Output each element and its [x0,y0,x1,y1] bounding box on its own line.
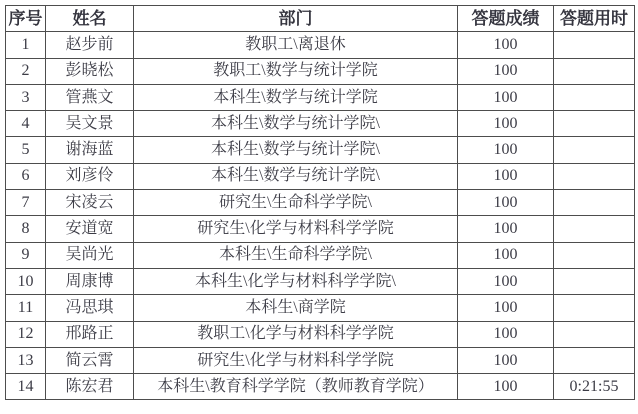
cell-score: 100 [458,295,554,321]
cell-department: 本科生\化学与材料科学学院\ [134,268,458,294]
cell-score: 100 [458,321,554,347]
cell-department: 本科生\数学与统计学院\ [134,137,458,163]
cell-name: 邢路正 [46,321,134,347]
table-row [6,295,635,321]
table-row [6,321,635,347]
cell-score: 100 [458,347,554,373]
cell-index: 5 [6,137,46,163]
cell-score: 100 [458,216,554,242]
cell-index: 6 [6,163,46,189]
table-row [6,268,635,294]
cell-score: 100 [458,58,554,84]
table-row [6,163,635,189]
cell-name: 吴尚光 [46,242,134,268]
cell-department: 本科生\商学院 [134,295,458,321]
col-header-dept: 部门 [134,6,458,32]
cell-name: 谢海蓝 [46,137,134,163]
cell-index: 14 [6,374,46,400]
col-header-name: 姓名 [46,6,134,32]
table-row [6,216,635,242]
cell-department: 本科生\教育科学学院（教师教育学院） [134,374,458,400]
cell-score: 100 [458,32,554,58]
cell-department: 教职工\离退休 [134,32,458,58]
cell-name: 管燕文 [46,84,134,110]
cell-time [554,137,635,163]
cell-score: 100 [458,163,554,189]
cell-score: 100 [458,268,554,294]
col-header-time: 答题用时 [554,6,635,32]
cell-score: 100 [458,242,554,268]
cell-index: 12 [6,321,46,347]
cell-department: 本科生\生命科学学院\ [134,242,458,268]
cell-name: 赵步前 [46,32,134,58]
cell-time [554,321,635,347]
cell-index: 1 [6,32,46,58]
cell-time [554,242,635,268]
cell-name: 刘彦伶 [46,163,134,189]
cell-index: 2 [6,58,46,84]
cell-time [554,295,635,321]
cell-time [554,190,635,216]
cell-name: 吴文景 [46,111,134,137]
table-row [6,84,635,110]
table-row [6,111,635,137]
cell-index: 9 [6,242,46,268]
cell-department: 本科生\数学与统计学院 [134,84,458,110]
table-row [6,347,635,373]
table-row [6,374,635,400]
cell-name: 简云霄 [46,347,134,373]
cell-department: 本科生\数学与统计学院\ [134,111,458,137]
cell-time [554,163,635,189]
cell-name: 周康博 [46,268,134,294]
col-header-index: 序号 [6,6,46,32]
cell-time [554,347,635,373]
score-table [5,5,635,400]
cell-index: 13 [6,347,46,373]
table-row [6,242,635,268]
cell-index: 8 [6,216,46,242]
cell-index: 4 [6,111,46,137]
cell-name: 冯思琪 [46,295,134,321]
cell-score: 100 [458,137,554,163]
cell-time: 0:21:55 [554,374,635,400]
table-row [6,32,635,58]
cell-department: 本科生\数学与统计学院\ [134,163,458,189]
table-row [6,190,635,216]
cell-name: 彭晓松 [46,58,134,84]
cell-department: 研究生\化学与材料科学学院 [134,216,458,242]
cell-time [554,111,635,137]
cell-score: 100 [458,374,554,400]
cell-index: 11 [6,295,46,321]
cell-department: 教职工\数学与统计学院 [134,58,458,84]
table-body [6,32,635,400]
cell-time [554,32,635,58]
cell-index: 10 [6,268,46,294]
table-row [6,137,635,163]
cell-score: 100 [458,190,554,216]
cell-department: 研究生\化学与材料科学学院 [134,347,458,373]
cell-name: 宋凌云 [46,190,134,216]
cell-name: 陈宏君 [46,374,134,400]
cell-time [554,216,635,242]
cell-score: 100 [458,111,554,137]
cell-time [554,58,635,84]
cell-time [554,84,635,110]
col-header-score: 答题成绩 [458,6,554,32]
cell-score: 100 [458,84,554,110]
cell-index: 7 [6,190,46,216]
table-row [6,58,635,84]
header-row [6,6,635,32]
cell-name: 安道宽 [46,216,134,242]
cell-time [554,268,635,294]
cell-index: 3 [6,84,46,110]
cell-department: 研究生\生命科学学院\ [134,190,458,216]
cell-department: 教职工\化学与材料科学学院 [134,321,458,347]
